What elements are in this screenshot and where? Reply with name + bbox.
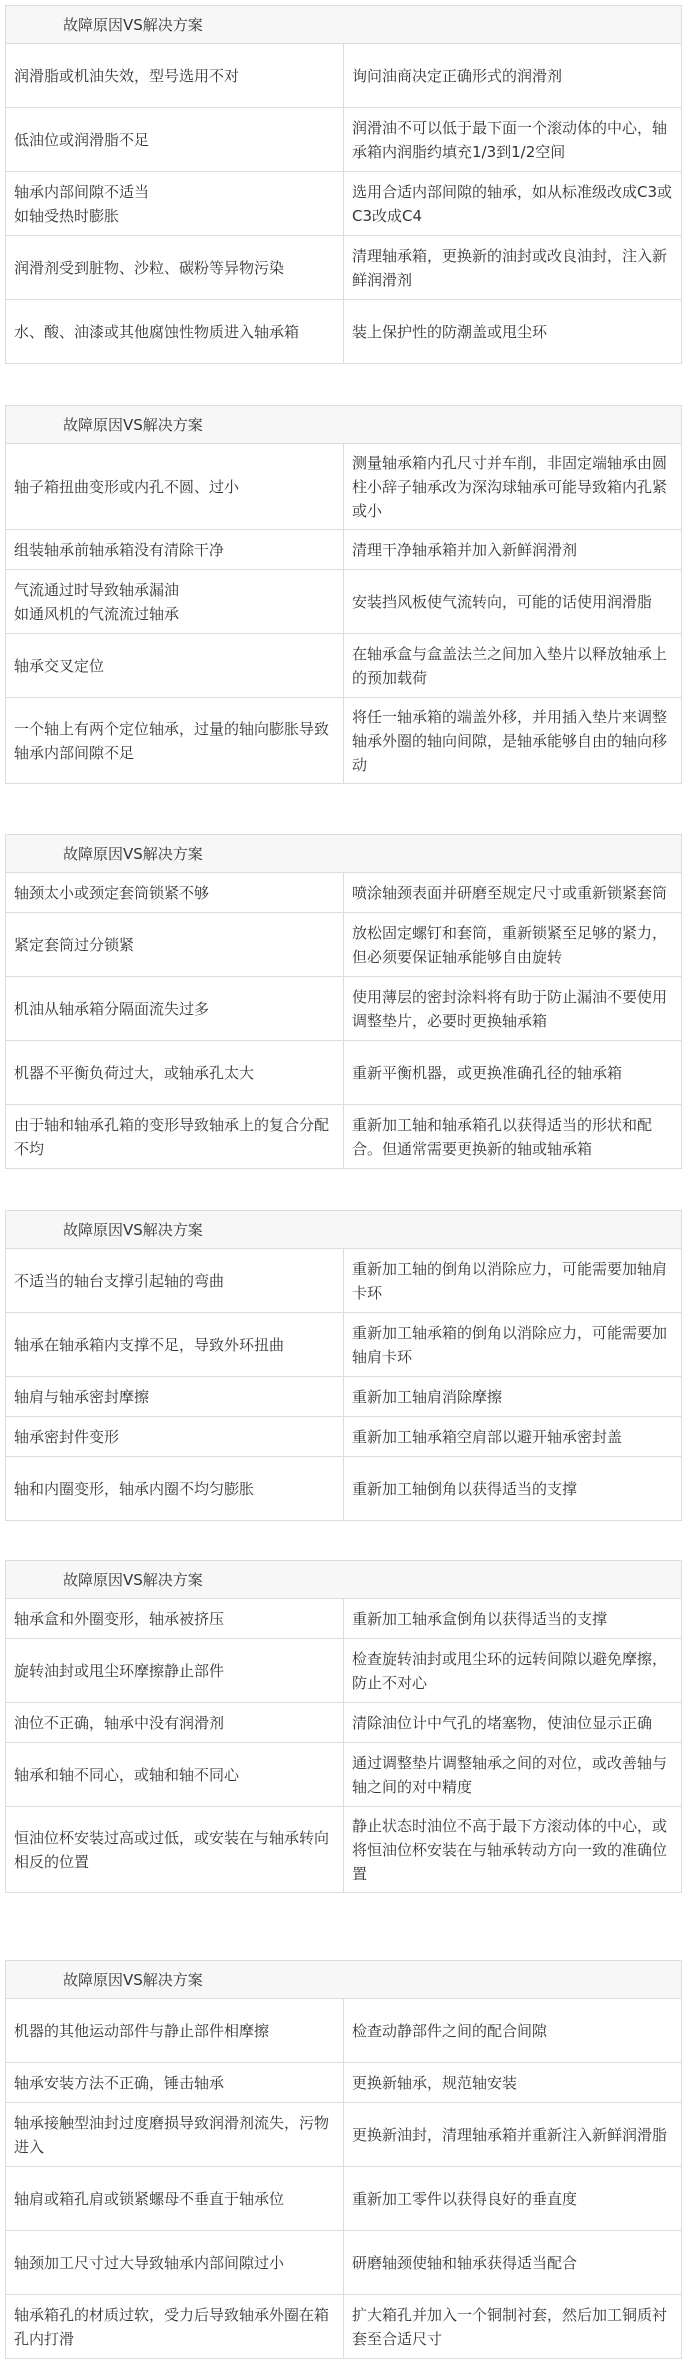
table-row xyxy=(6,1457,682,1521)
solution-cell: 扩大箱孔并加入一个铜制衬套，然后加工铜质衬套至合适尺寸 xyxy=(344,2295,682,2359)
fault-cause-cell: 轴承密封件变形 xyxy=(6,1417,344,1457)
table-row xyxy=(6,1041,682,1105)
table-row xyxy=(6,698,682,784)
table-header-cell: 故障原因VS解决方案 xyxy=(6,835,682,873)
fault-cause-cell: 水、酸、油漆或其他腐蚀性物质进入轴承箱 xyxy=(6,300,344,364)
solution-cell: 使用薄层的密封涂料将有助于防止漏油不要使用调整垫片，必要时更换轴承箱 xyxy=(344,977,682,1041)
table-row xyxy=(6,236,682,300)
solution-cell: 通过调整垫片调整轴承之间的对位，或改善轴与轴之间的对中精度 xyxy=(344,1743,682,1807)
solution-cell: 重新加工轴和轴承箱孔以获得适当的形状和配合。但通常需要更换新的轴或轴承箱 xyxy=(344,1105,682,1169)
fault-cause-cell: 轴承安装方法不正确，锤击轴承 xyxy=(6,2063,344,2103)
solution-cell: 放松固定螺钉和套筒，重新锁紧至足够的紧力，但必须要保证轴承能够自由旋转 xyxy=(344,913,682,977)
fault-cause-cell: 轴颈太小或颈定套筒锁紧不够 xyxy=(6,873,344,913)
solution-cell: 重新加工轴的倒角以消除应力，可能需要加轴肩卡环 xyxy=(344,1249,682,1313)
fault-cause-cell: 一个轴上有两个定位轴承，过量的轴向膨胀导致轴承内部间隙不足 xyxy=(6,698,344,784)
fault-cause-cell: 轴和内圈变形，轴承内圈不均匀膨胀 xyxy=(6,1457,344,1521)
table-header-row xyxy=(6,1561,682,1599)
table-row xyxy=(6,2063,682,2103)
fault-cause-cell: 机器的其他运动部件与静止部件相摩擦 xyxy=(6,1999,344,2063)
fault-table xyxy=(5,5,682,364)
table-header-cell: 故障原因VS解决方案 xyxy=(6,1211,682,1249)
solution-cell: 检查动静部件之间的配合间隙 xyxy=(344,1999,682,2063)
solution-cell: 更换新轴承，规范轴安装 xyxy=(344,2063,682,2103)
fault-cause-cell: 机油从轴承箱分隔面流失过多 xyxy=(6,977,344,1041)
table-header-row xyxy=(6,835,682,873)
table-header-row xyxy=(6,406,682,444)
table-row xyxy=(6,634,682,698)
solution-cell: 清理轴承箱，更换新的油封或改良油封，注入新鲜润滑剂 xyxy=(344,236,682,300)
fault-cause-cell: 润滑脂或机油失效，型号选用不对 xyxy=(6,44,344,108)
table-row xyxy=(6,1249,682,1313)
solution-cell: 在轴承盒与盒盖法兰之间加入垫片以释放轴承上的预加载荷 xyxy=(344,634,682,698)
fault-cause-cell: 紧定套筒过分锁紧 xyxy=(6,913,344,977)
table-header-row xyxy=(6,1961,682,1999)
fault-table xyxy=(5,1210,682,1521)
fault-cause-cell: 低油位或润滑脂不足 xyxy=(6,108,344,172)
fault-cause-cell: 恒油位杯安装过高或过低，或安装在与轴承转向相反的位置 xyxy=(6,1807,344,1893)
solution-cell: 测量轴承箱内孔尺寸并车削，非固定端轴承由圆柱小辞子轴承改为深沟球轴承可能导致箱内孔紧或小 xyxy=(344,444,682,530)
fault-cause-cell: 由于轴和轴承孔箱的变形导致轴承上的复合分配不均 xyxy=(6,1105,344,1169)
table-row xyxy=(6,300,682,364)
solution-cell: 重新平衡机器，或更换准确孔径的轴承箱 xyxy=(344,1041,682,1105)
fault-cause-cell: 组装轴承前轴承箱没有清除干净 xyxy=(6,530,344,570)
table-row xyxy=(6,2295,682,2359)
table-row xyxy=(6,1807,682,1893)
fault-cause-cell: 机器不平衡负荷过大，或轴承孔太大 xyxy=(6,1041,344,1105)
solution-cell: 重新加工轴倒角以获得适当的支撑 xyxy=(344,1457,682,1521)
table-row xyxy=(6,1313,682,1377)
solution-cell: 润滑油不可以低于最下面一个滚动体的中心，轴承箱内润脂约填充1/3到1/2空间 xyxy=(344,108,682,172)
table-row xyxy=(6,1599,682,1639)
solution-cell: 研磨轴颈使轴和轴承获得适当配合 xyxy=(344,2231,682,2295)
table-header-cell: 故障原因VS解决方案 xyxy=(6,6,682,44)
fault-cause-cell: 不适当的轴台支撑引起轴的弯曲 xyxy=(6,1249,344,1313)
fault-cause-cell: 轴承在轴承箱内支撑不足，导致外环扭曲 xyxy=(6,1313,344,1377)
solution-cell: 装上保护性的防潮盖或甩尘环 xyxy=(344,300,682,364)
solution-cell: 静止状态时油位不高于最下方滚动体的中心，或将恒油位杯安装在与轴承转动方向一致的准确位置 xyxy=(344,1807,682,1893)
table-row xyxy=(6,570,682,634)
solution-cell: 清理干净轴承箱并加入新鲜润滑剂 xyxy=(344,530,682,570)
solution-cell: 安装挡风板使气流转向，可能的话使用润滑脂 xyxy=(344,570,682,634)
table-row xyxy=(6,2231,682,2295)
solution-cell: 重新加工轴肩消除摩擦 xyxy=(344,1377,682,1417)
fault-cause-cell: 轴子箱扭曲变形或内孔不圆、过小 xyxy=(6,444,344,530)
fault-cause-cell: 轴承交叉定位 xyxy=(6,634,344,698)
solution-cell: 询问油商决定正确形式的润滑剂 xyxy=(344,44,682,108)
solution-cell: 重新加工轴承箱空肩部以避开轴承密封盖 xyxy=(344,1417,682,1457)
table-header-row xyxy=(6,6,682,44)
fault-cause-cell: 润滑剂受到脏物、沙粒、碳粉等异物污染 xyxy=(6,236,344,300)
table-row xyxy=(6,1105,682,1169)
solution-cell: 重新加工轴承箱的倒角以消除应力，可能需要加轴肩卡环 xyxy=(344,1313,682,1377)
fault-table xyxy=(5,1560,682,1893)
solution-cell: 将任一轴承箱的端盖外移，并用插入垫片来调整轴承外圈的轴向间隙，是轴承能够自由的轴向移动 xyxy=(344,698,682,784)
fault-cause-cell: 油位不正确，轴承中没有润滑剂 xyxy=(6,1703,344,1743)
fault-cause-cell: 轴承盒和外圈变形，轴承被挤压 xyxy=(6,1599,344,1639)
solution-cell: 重新加工轴承盒倒角以获得适当的支撑 xyxy=(344,1599,682,1639)
table-row xyxy=(6,1999,682,2063)
fault-cause-cell: 轴承内部间隙不适当 如轴受热时膨胀 xyxy=(6,172,344,236)
solution-cell: 重新加工零件以获得良好的垂直度 xyxy=(344,2167,682,2231)
table-row xyxy=(6,530,682,570)
table-row xyxy=(6,1377,682,1417)
table-header-row xyxy=(6,1211,682,1249)
table-row xyxy=(6,1703,682,1743)
table-row xyxy=(6,444,682,530)
fault-table xyxy=(5,834,682,1169)
table-row xyxy=(6,977,682,1041)
table-row xyxy=(6,44,682,108)
table-header-cell: 故障原因VS解决方案 xyxy=(6,1561,682,1599)
table-row xyxy=(6,913,682,977)
fault-cause-cell: 气流通过时导致轴承漏油 如通风机的气流流过轴承 xyxy=(6,570,344,634)
table-header-cell: 故障原因VS解决方案 xyxy=(6,1961,682,1999)
solution-cell: 选用合适内部间隙的轴承，如从标准级改成C3或C3改成C4 xyxy=(344,172,682,236)
table-header-cell: 故障原因VS解决方案 xyxy=(6,406,682,444)
table-row xyxy=(6,1743,682,1807)
solution-cell: 检查旋转油封或甩尘环的远转间隙以避免摩擦，防止不对心 xyxy=(344,1639,682,1703)
table-row xyxy=(6,108,682,172)
fault-cause-cell: 轴肩与轴承密封摩擦 xyxy=(6,1377,344,1417)
fault-cause-cell: 轴承和轴不同心，或轴和轴不同心 xyxy=(6,1743,344,1807)
table-row xyxy=(6,1639,682,1703)
fault-table xyxy=(5,1960,682,2359)
fault-cause-cell: 轴承接触型油封过度磨损导致润滑剂流失，污物进入 xyxy=(6,2103,344,2167)
solution-cell: 更换新油封，清理轴承箱并重新注入新鲜润滑脂 xyxy=(344,2103,682,2167)
solution-cell: 清除油位计中气孔的堵塞物，使油位显示正确 xyxy=(344,1703,682,1743)
table-row xyxy=(6,873,682,913)
fault-table xyxy=(5,405,682,784)
fault-cause-cell: 轴肩或箱孔肩或锁紧螺母不垂直于轴承位 xyxy=(6,2167,344,2231)
fault-cause-cell: 旋转油封或甩尘环摩擦静止部件 xyxy=(6,1639,344,1703)
table-row xyxy=(6,172,682,236)
solution-cell: 喷涂轴颈表面并研磨至规定尺寸或重新锁紧套筒 xyxy=(344,873,682,913)
fault-cause-cell: 轴承箱孔的材质过软，受力后导致轴承外圈在箱孔内打滑 xyxy=(6,2295,344,2359)
table-row xyxy=(6,2103,682,2167)
fault-cause-cell: 轴颈加工尺寸过大导致轴承内部间隙过小 xyxy=(6,2231,344,2295)
table-row xyxy=(6,2167,682,2231)
table-row xyxy=(6,1417,682,1457)
